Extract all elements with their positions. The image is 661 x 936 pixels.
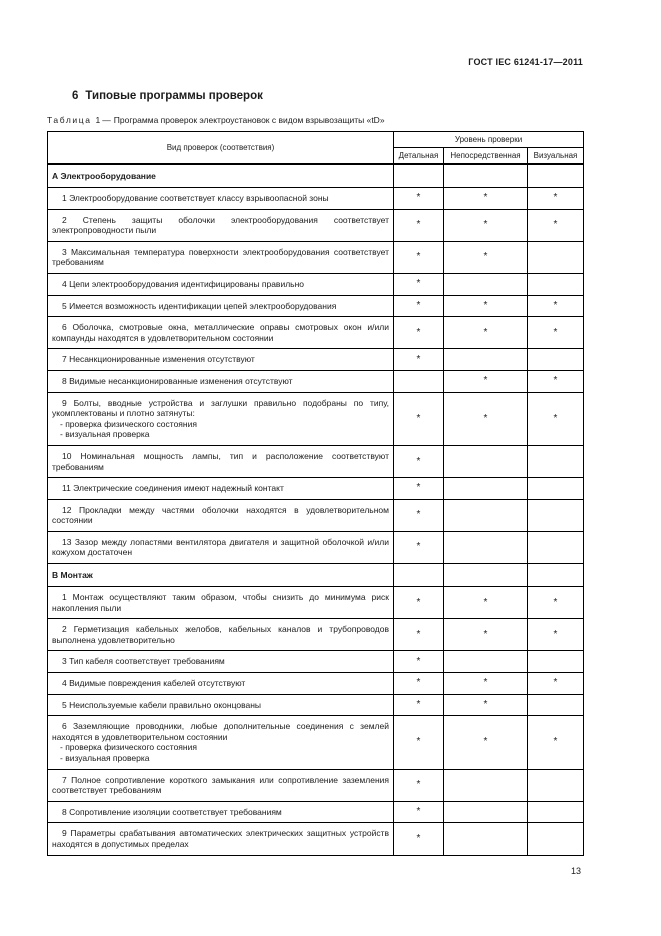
check-item-main-text: 7 Полное сопротивление короткого замыкания или сопротивление заземления соответствует требованиям [52,774,389,796]
table-row [48,531,584,563]
check-item-main-text: 3 Максимальная температура поверхности электрооборудования соответствует требованиям [52,246,389,268]
level-mark-cell: * [394,716,444,769]
check-item-text [48,651,394,673]
level-mark-cell: * [444,392,528,445]
check-item-text [48,295,394,317]
level-mark-cell: * [444,694,528,716]
level-empty-cell [528,445,584,477]
table-row [48,188,584,210]
check-item-subline: - проверка физического состояния [60,418,197,429]
level-empty-cell [528,478,584,500]
section-label: А Электрооборудование [48,164,394,188]
level-mark-cell: * [394,673,444,695]
check-item-text [48,317,394,349]
section-row [48,164,584,188]
check-item-text [48,769,394,801]
level-empty-cell [528,164,584,188]
level-mark-cell: * [394,188,444,210]
level-mark-cell: * [528,392,584,445]
check-item-main-text: 3 Тип кабеля соответствует требованиям [62,656,225,667]
level-mark-cell: * [444,241,528,273]
table-body [48,164,584,855]
table-row [48,392,584,445]
check-item-text [48,587,394,619]
level-empty-cell [528,823,584,855]
table-caption [47,115,583,125]
group-header-row [48,132,584,148]
check-item-main-text: 4 Цепи электрооборудования идентифицированы правильно [62,278,305,289]
column-header-level: Детальная [394,148,444,165]
check-item-main-text: 9 Болты, вводные устройства и заглушки правильно подобраны по типу, укомплектованы и плотно затянуты: [52,397,389,419]
level-empty-cell [528,564,584,587]
check-item-text [48,823,394,855]
level-empty-cell [394,164,444,188]
table-row [48,769,584,801]
doc-number: ГОСТ IEC 61241-17—2011 [468,57,583,67]
level-empty-cell [444,801,528,823]
level-mark-cell: * [394,499,444,531]
level-mark-cell: * [528,619,584,651]
doc-header [47,57,583,67]
check-item-text [48,619,394,651]
level-empty-cell [444,531,528,563]
level-mark-cell: * [394,241,444,273]
check-item-main-text: 6 Оболочка, смотровые окна, металлические оправы смотровых окон и/или компаунды находятся в удовлетворительном состоянии [52,322,389,343]
section-title [72,90,583,102]
level-mark-cell: * [444,295,528,317]
check-item-text [48,531,394,563]
level-empty-cell [528,651,584,673]
table-row [48,823,584,855]
table-row [48,273,584,295]
level-empty-cell [444,823,528,855]
check-item-text [48,694,394,716]
level-mark-cell: * [394,651,444,673]
level-mark-cell: * [394,209,444,241]
level-empty-cell [444,499,528,531]
column-header-checks: Вид проверок (соответствия) [48,132,394,165]
table-row [48,349,584,371]
table-row [48,499,584,531]
check-item-text [48,349,394,371]
level-mark-cell: * [528,587,584,619]
level-mark-cell: * [528,188,584,210]
check-item-main-text: 10 Номинальная мощность лампы, тип и расположение соответствуют требованиям [52,450,389,472]
level-mark-cell: * [444,209,528,241]
page-number: 13 [570,865,581,876]
level-mark-cell: * [394,273,444,295]
check-item-main-text: 2 Степень защиты оболочки электрооборудования соответствует электропроводности пыли [52,214,389,236]
level-mark-cell: * [394,823,444,855]
level-empty-cell [444,445,528,477]
section-row [48,564,584,587]
check-item-text [48,273,394,295]
level-mark-cell: * [528,673,584,695]
level-mark-cell: * [528,716,584,769]
check-item-text [48,801,394,823]
check-item-main-text: 5 Неиспользуемые кабели правильно оконцованы [62,699,262,710]
level-empty-cell [528,273,584,295]
check-item-text [48,370,394,392]
section-label: В Монтаж [48,564,394,587]
check-item-main-text: 1 Монтаж осуществляют таким образом, чтобы снизить до минимума риск накопления пыли [52,592,389,613]
check-item-main-text: 11 Электрические соединения имеют надежный контакт [62,483,284,494]
check-item-main-text: 12 Прокладки между частями оболочки находятся в удовлетворительном состоянии [52,504,389,526]
level-mark-cell: * [394,769,444,801]
table-caption-dash: — [102,115,111,125]
column-header-level: Визуальная [528,148,584,165]
table-row [48,619,584,651]
table-row [48,651,584,673]
level-empty-cell [394,564,444,587]
column-group-header-level: Уровень проверки [394,132,584,148]
check-item-main-text: 4 Видимые повреждения кабелей отсутствуют [62,678,246,689]
level-mark-cell: * [528,317,584,349]
level-mark-cell: * [394,531,444,563]
table-row [48,295,584,317]
check-item-main-text: 13 Зазор между лопастями вентилятора двигателя и защитной оболочкой и/или кожухом достаточен [52,536,389,558]
check-item-text [48,478,394,500]
table-row [48,209,584,241]
check-item-main-text: 1 Электрооборудование соответствует классу взрывоопасной зоны [62,193,329,203]
section-title-text: Типовые программы проверок [85,90,263,102]
level-mark-cell: * [528,295,584,317]
table-row [48,694,584,716]
check-item-main-text: 8 Сопротивление изоляции соответствует требованиям [62,806,282,817]
check-item-main-text: 7 Несанкционированные изменения отсутствуют [62,354,255,365]
level-mark-cell: * [444,619,528,651]
level-empty-cell [528,694,584,716]
level-mark-cell: * [394,445,444,477]
check-item-text [48,392,394,445]
check-item-text [48,499,394,531]
check-item-main-text: 6 Заземляющие проводники, любые дополнительные соединения с землей находятся в удовлетворительном состоянии [52,721,389,742]
level-mark-cell: * [394,349,444,371]
table-caption-text: Программа проверок электроустановок с видом взрывозащиты «tD» [113,115,385,125]
check-item-subline: - визуальная проверка [60,429,150,440]
level-mark-cell: * [444,673,528,695]
level-mark-cell: * [394,694,444,716]
check-item-subline: - проверка физического состояния [60,742,197,753]
level-mark-cell: * [444,317,528,349]
check-item-subline: - визуальная проверка [60,753,150,763]
level-mark-cell: * [444,716,528,769]
table-row [48,317,584,349]
level-mark-cell: * [394,801,444,823]
level-empty-cell [444,651,528,673]
table-row [48,241,584,273]
inspection-table [47,131,584,856]
table-row [48,370,584,392]
level-mark-cell: * [528,209,584,241]
level-empty-cell [528,801,584,823]
table-row [48,716,584,769]
check-item-text [48,673,394,695]
level-mark-cell: * [528,370,584,392]
table-row [48,445,584,477]
level-mark-cell: * [394,619,444,651]
level-empty-cell [528,769,584,801]
level-mark-cell: * [394,317,444,349]
check-item-text [48,209,394,241]
level-mark-cell: * [394,478,444,500]
table-row [48,478,584,500]
column-header-level: Непосредственная [444,148,528,165]
level-empty-cell [394,370,444,392]
check-item-text [48,188,394,210]
table-caption-word: Таблица [47,115,92,125]
level-empty-cell [528,531,584,563]
content-area [47,0,583,876]
level-empty-cell [444,478,528,500]
check-item-main-text: 2 Герметизация кабельных желобов, кабельных каналов и трубопроводов выполнена удовлетворительно [52,624,389,645]
table-caption-number: 1 [95,115,101,125]
level-mark-cell: * [444,587,528,619]
check-item-main-text: 9 Параметры срабатывания автоматических электрических защитных устройств находятся в допустимых пределах [52,828,389,849]
level-empty-cell [444,164,528,188]
level-mark-cell: * [394,587,444,619]
level-empty-cell [528,499,584,531]
level-empty-cell [444,273,528,295]
check-item-text [48,445,394,477]
level-mark-cell: * [444,188,528,210]
table-head [48,132,584,165]
table-row [48,587,584,619]
level-mark-cell: * [444,370,528,392]
level-empty-cell [528,349,584,371]
table-row [48,801,584,823]
table-row [48,673,584,695]
level-empty-cell [444,769,528,801]
level-mark-cell: * [394,392,444,445]
level-empty-cell [444,564,528,587]
level-empty-cell [444,349,528,371]
level-mark-cell: * [394,295,444,317]
section-number: 6 [72,90,79,102]
level-empty-cell [528,241,584,273]
check-item-text [48,241,394,273]
check-item-main-text: 8 Видимые несанкционированные изменения отсутствуют [62,375,293,386]
check-item-text [48,716,394,769]
check-item-main-text: 5 Имеется возможность идентификации цепей электрооборудования [62,300,337,311]
